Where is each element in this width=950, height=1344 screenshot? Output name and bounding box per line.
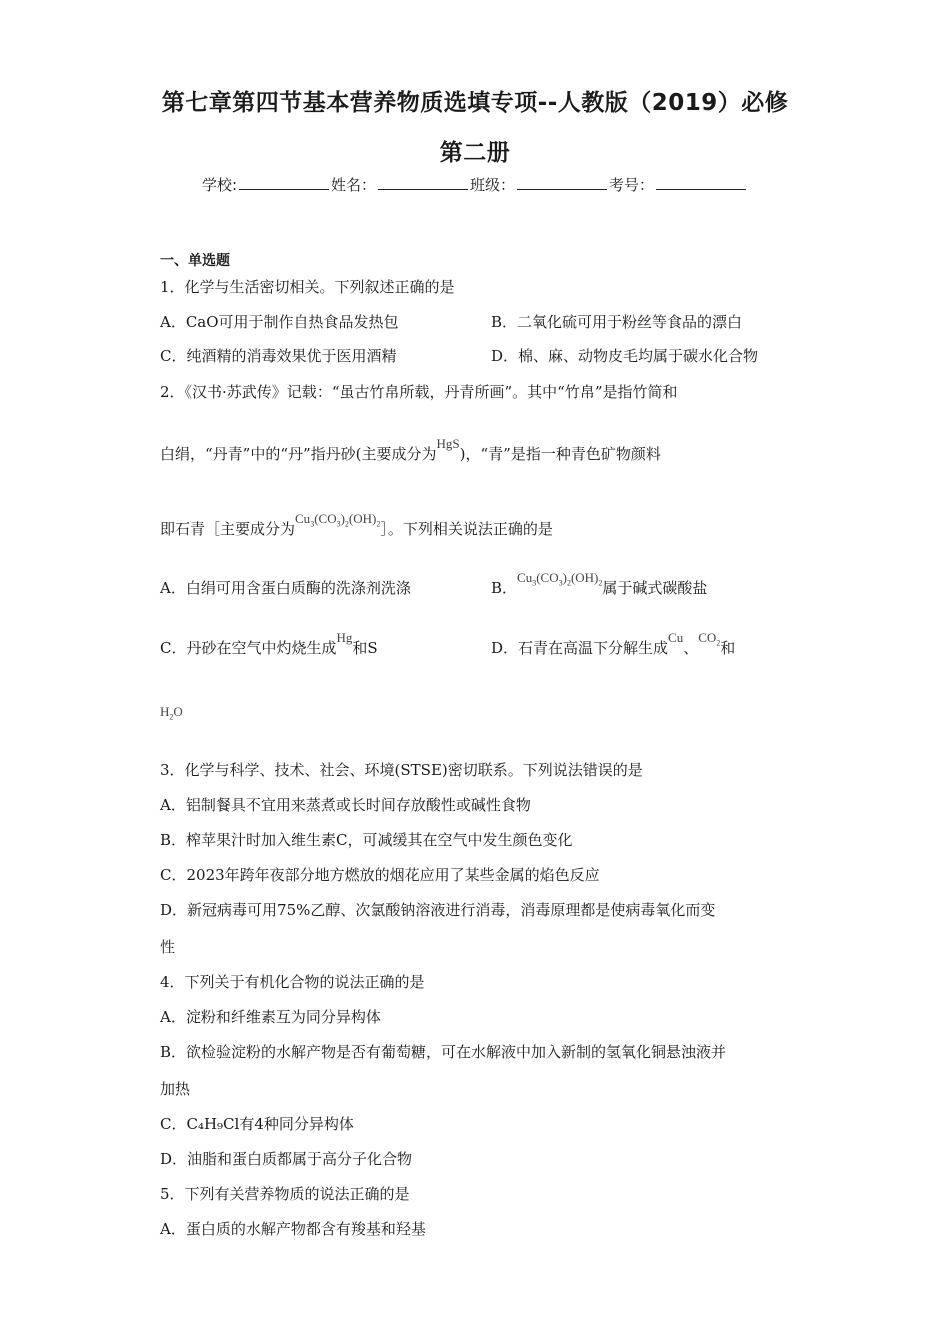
section-title: 一、单选题 bbox=[160, 253, 230, 269]
formula-co2: $CO_2$ bbox=[698, 630, 721, 648]
class-label: 班级： bbox=[470, 176, 516, 194]
formula-hg: Hg bbox=[336, 630, 353, 645]
name-label: 姓名： bbox=[331, 176, 377, 194]
q2-text: ］。下列相关说法正确的是 bbox=[380, 520, 553, 538]
q2-b-suffix: 属于碱式碳酸盐 bbox=[602, 579, 708, 597]
q2-option-d bbox=[491, 630, 736, 659]
formula-hgs: HgS bbox=[436, 436, 460, 451]
q2-option-d-cont bbox=[160, 704, 183, 732]
q1-stem: 1．化学与生活密切相关。下列叙述正确的是 bbox=[160, 278, 455, 296]
q2-c-suffix: 和S bbox=[352, 639, 378, 657]
q1-option-a: A．CaO可用于制作自热食品发热包 bbox=[160, 313, 399, 331]
q3-option-b: B．榨苹果汁时加入维生素C，可减缓其在空气中发生颜色变化 bbox=[160, 831, 573, 849]
q2-stem-line-1: 2．《汉书·苏武传》记载：“虽古竹帛所载，丹青所画”。其中“竹帛”是指竹简和 bbox=[160, 383, 678, 401]
q4-option-a: A．淀粉和纤维素互为同分异构体 bbox=[160, 1008, 381, 1026]
q2-d-sep: 、 bbox=[683, 639, 699, 657]
student-info-row bbox=[0, 174, 950, 195]
title-line-1: 第七章第四节基本营养物质选填专项--人教版（2019）必修 bbox=[161, 90, 789, 116]
q2-d-prefix: D．石青在高温下分解生成 bbox=[491, 639, 669, 657]
q5-option-a: A．蛋白质的水解产物都含有羧基和羟基 bbox=[160, 1220, 426, 1238]
q5-stem: 5．下列有关营养物质的说法正确的是 bbox=[160, 1185, 410, 1203]
q1-option-b: B．二氧化硫可用于粉丝等食品的漂白 bbox=[491, 313, 743, 331]
id-label: 考号： bbox=[609, 176, 655, 194]
q4-option-b-line-2: 加热 bbox=[160, 1080, 191, 1098]
q3-option-d-line-1: D．新冠病毒可用75%乙醇、次氯酸钠溶液进行消毒，消毒原理都是使病毒氧化而变 bbox=[160, 901, 716, 919]
formula-cu3co32oh2: $Cu_3(CO_3)_2(OH)_2$ bbox=[295, 511, 381, 529]
q2-stem-line-3 bbox=[160, 511, 553, 540]
q4-stem: 4．下列关于有机化合物的说法正确的是 bbox=[160, 973, 425, 991]
q4-option-c: C．C₄H₉Cl有4种同分异构体 bbox=[160, 1115, 354, 1133]
q2-stem-line-2 bbox=[160, 436, 661, 464]
q4-option-b-line-1: B．欲检验淀粉的水解产物是否有葡萄糖，可在水解液中加入新制的氢氧化铜悬浊液并 bbox=[160, 1043, 727, 1061]
q1-option-d: D．棉、麻、动物皮毛均属于碳水化合物 bbox=[491, 347, 759, 365]
q2-c-prefix: C．丹砂在空气中灼烧生成 bbox=[160, 639, 337, 657]
q2-b-prefix: B． bbox=[491, 579, 518, 597]
school-label: 学校: bbox=[201, 176, 237, 194]
school-field[interactable] bbox=[239, 175, 329, 190]
q2-text: )，“青”是指一种青色矿物颜料 bbox=[459, 445, 661, 463]
id-field[interactable] bbox=[656, 175, 746, 190]
q1-option-c: C．纯酒精的消毒效果优于医用酒精 bbox=[160, 347, 397, 365]
q2-text: 即石青［主要成分为 bbox=[160, 520, 296, 538]
q2-option-b bbox=[491, 570, 708, 599]
title-line-2: 第二册 bbox=[439, 140, 511, 166]
q3-stem: 3．化学与科学、技术、社会、环境(STSE)密切联系。下列说法错误的是 bbox=[160, 761, 643, 779]
class-field[interactable] bbox=[517, 175, 607, 190]
q2-text: 白绢，“丹青”中的“丹”指丹砂(主要成分为 bbox=[160, 445, 437, 463]
q4-option-d: D．油脂和蛋白质都属于高分子化合物 bbox=[160, 1150, 413, 1168]
q2-d-suffix: 和 bbox=[720, 639, 736, 657]
q3-option-a: A．铝制餐具不宜用来蒸煮或长时间存放酸性或碱性食物 bbox=[160, 796, 531, 814]
q3-option-c: C．2023年跨年夜部分地方燃放的烟花应用了某些金属的焰色反应 bbox=[160, 866, 600, 884]
q2-option-a: A．白绢可用含蛋白质酶的洗涤剂洗涤 bbox=[160, 579, 411, 597]
formula-cu: Cu bbox=[668, 630, 684, 645]
q3-option-d-line-2: 性 bbox=[160, 938, 176, 956]
q2-option-c bbox=[160, 630, 378, 658]
formula-h2o: $H_2O$ bbox=[160, 704, 183, 722]
name-field[interactable] bbox=[378, 175, 468, 190]
formula-cu3co32oh2: $Cu_3(CO_3)_2(OH)_2$ bbox=[517, 570, 603, 588]
